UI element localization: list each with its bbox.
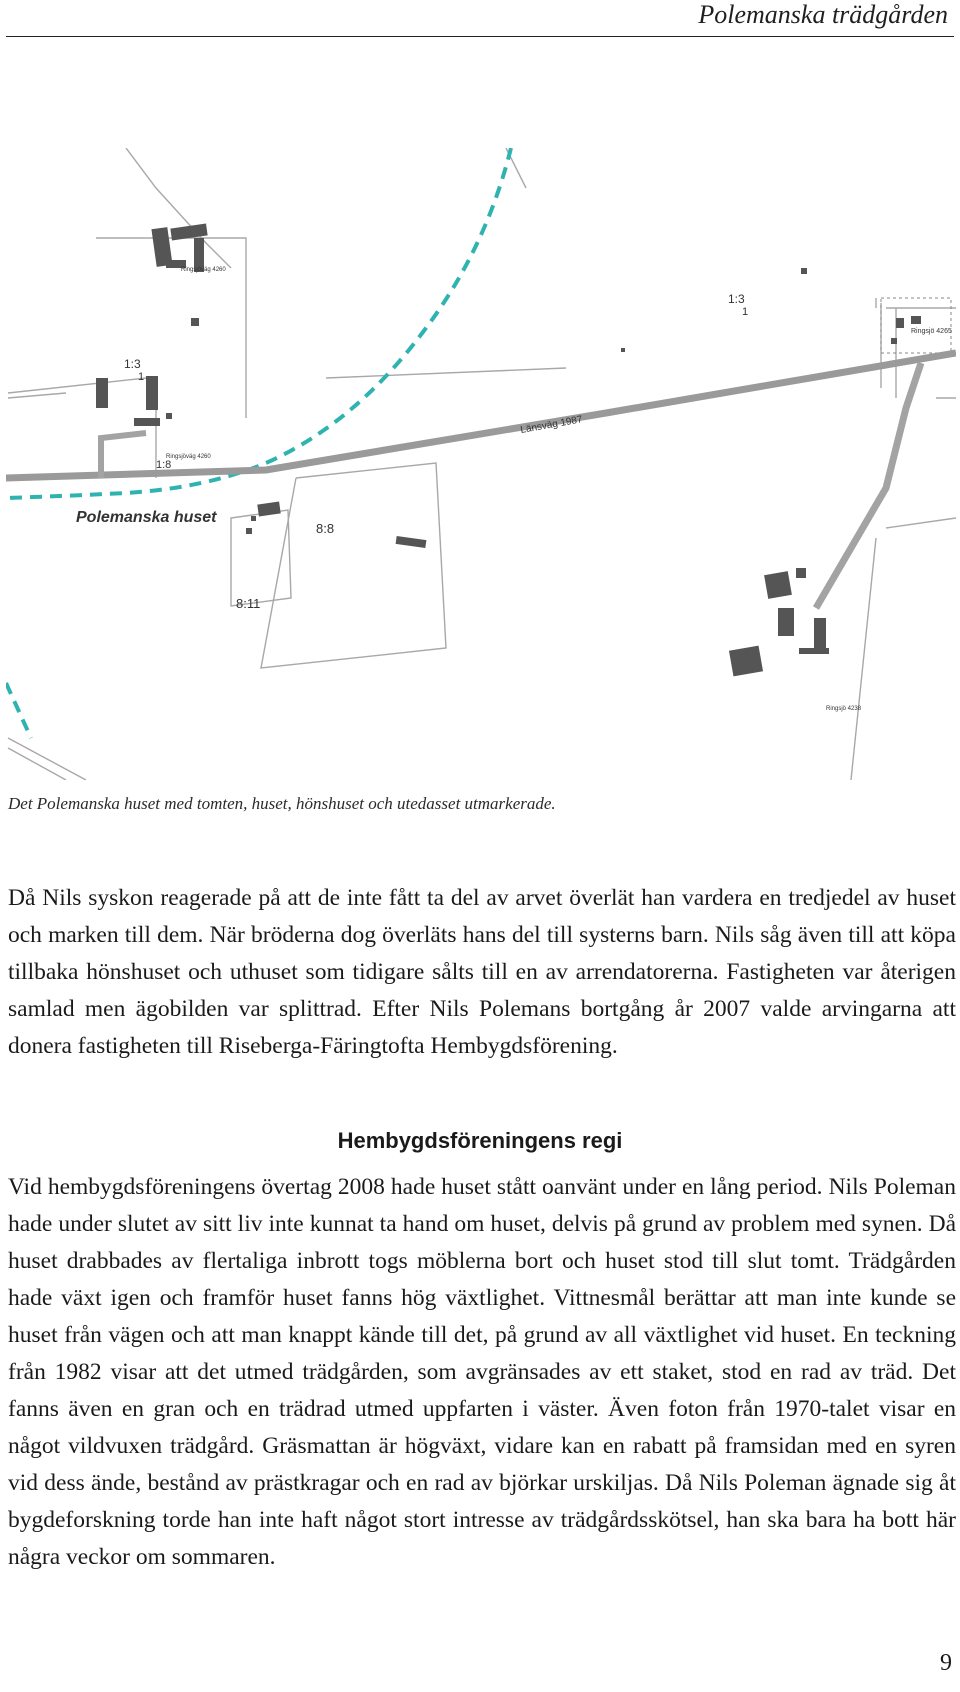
property-map <box>6 148 956 780</box>
label-parcel-1-3-left-sub: 1 <box>138 371 145 383</box>
body-paragraph-2: Vid hembygdsföreningens övertag 2008 hade huset stått oanvänt under en lång period. Nils Poleman hade under slutet av sitt liv inte kunnat ta hand om huset, delvis på grund av problem med synen. Då huset drabbades av flertaliga inbrott togs möblerna bort och huset stod till slut tomt. Trädgården hade växt igen och framför huset fanns hög växtlighet. Vittnesmål berättar att man inte kunde se huset från vägen och att man knappt kände till det, på grund av all växtlighet vid huset. En teckning från 1982 visar att det utmed trädgården, som avgränsades av ett staket, stod en rad av träd. Det fanns även en gran och en trädrad utmed uppfarten i väster. Även foton från 1970-talet visar en något vildvuxen trädgård. Gräsmattan är högväxt, vidare kan en rabatt på framsidan med en syren vid dess ände, bestånd av prästkragar och en rad av björkar urskiljas. Då Nils Poleman ägnade sig åt bygdeforskning torde han inte haft något stort intresse av trädgårdsskötsel, han ska bara ha bott här några veckor om sommaren. <box>8 1174 956 1570</box>
label-address-top: Ringsjöväg 4260 <box>181 267 226 273</box>
parcel-outline-right <box>881 298 951 353</box>
figure-caption: Det Polemanska huset med tomten, huset, hönshuset och utedasset utmarkerade. <box>8 794 556 813</box>
map-svg <box>6 148 956 780</box>
label-address-mid: Ringsjöväg 4260 <box>166 454 211 460</box>
page-header <box>6 0 954 37</box>
buildings <box>96 224 921 677</box>
label-polemanska-huset: Polemanska huset <box>76 509 217 526</box>
side-road <box>816 363 921 608</box>
body-paragraph-1: Då Nils syskon reagerade på att de inte fått ta del av arvet överlät han vardera en tredjedel av huset och marken till dem. När bröderna dog överläts hans del till systerns barn. Nils såg även till att köpa tillbaka hönshuset och uthuset som tidigare sålts till en av arrendatorerna. Fastigheten var återigen samlad men ägobilden var splittrad. Efter Nils Polemans bortgång år 2007 valde arvingarna att donera fastigheten till Riseberga-Färingtofta Hembygdsförening. <box>8 885 956 1059</box>
label-parcel-8-8: 8:8 <box>316 521 335 536</box>
section-heading: Hembygdsföreningens regi <box>337 1128 623 1153</box>
header-title: Polemanska trädgården <box>698 0 948 29</box>
label-address-right: Ringsjö 4265 <box>911 328 952 335</box>
label-parcel-1-3-right-sub: 1 <box>742 306 749 318</box>
label-parcel-1-3-left: 1:3 <box>124 357 141 371</box>
label-parcel-8-11: 8:11 <box>236 596 261 611</box>
label-road: Länsväg 1987 <box>519 414 584 436</box>
property-boundaries <box>8 148 956 780</box>
label-parcel-1-8: 1:8 <box>156 459 172 471</box>
label-address-bottom: Ringsjö 4238 <box>826 706 862 712</box>
label-parcel-1-3-right: 1:3 <box>728 292 745 306</box>
page-number: 9 <box>940 1650 952 1676</box>
